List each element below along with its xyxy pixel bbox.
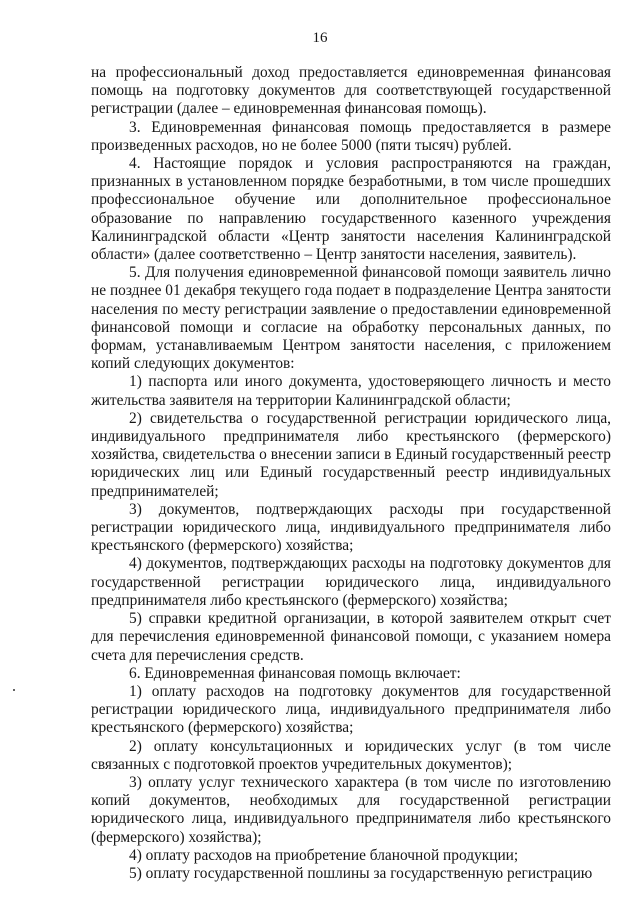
list-item-consulting: 2) оплату консультационных и юридических услуг (в том числе связанных с подготовкой проектов учредительных документов); xyxy=(91,737,611,773)
page-number: 16 xyxy=(312,30,328,46)
paragraph-6-includes: 6. Единовременная финансовая помощь включает: xyxy=(129,664,461,682)
list-item-forms: 4) оплату расходов на приобретение бланочной продукции; xyxy=(129,846,519,864)
list-item-registration-certificate: 2) свидетельства о государственной регистрации юридического лица, индивидуального предпринимателя либо крестьянского (фермерского) хозяйства, свидетельства о внесении записи в Единый государственный реестр юридических лиц или Единый государственный реестр индивидуальных предпринимателей; xyxy=(91,409,611,500)
paragraph-5-application: 5. Для получения единовременной финансовой помощи заявитель лично не позднее 01 декабря текущего года подает в подразделение Центра занятости населения по месту регистрации заявление о предоставлении единовременной финансовой помощи и согласие на обработку персональных данных, по формам, устанавливаемым Центром занятости населения, с приложением копий следующих документов: xyxy=(91,264,611,373)
document-body xyxy=(91,64,611,883)
paragraph-continuation: на профессиональный доход предоставляется единовременная финансовая помощь на подготовку документов для соответствующей государственной регистрации (далее – единовременная финансовая помощь). xyxy=(91,64,611,118)
list-item-state-fee: 5) оплату государственной пошлины за государственную регистрацию xyxy=(129,864,593,882)
list-item-preparation-costs: 1) оплату расходов на подготовку документов для государственной регистрации юридического лица, индивидуального предпринимателя либо крестьянского (фермерского) хозяйства; xyxy=(91,682,611,737)
paragraph-4-scope: 4. Настоящие порядок и условия распространяются на граждан, признанных в установленном порядке безработными, в том числе прошедших профессиональное обучение или дополнительное профессиональное образование по направлению государственного казенного учреждения Калининградской области «Центр занятости населения Калининградской области» (далее соответственно – Центр занятости населения, заявитель). xyxy=(91,155,611,264)
list-item-bank-certificate: 5) справки кредитной организации, в которой заявителем открыт счет для перечисления единовременной финансовой помощи, с указанием номера счета для перечисления средств. xyxy=(91,610,611,664)
list-item-registration-expenses: 3) документов, подтверждающих расходы при государственной регистрации юридического лица, индивидуального предпринимателя либо крестьянского (фермерского) хозяйства; xyxy=(91,500,611,555)
scan-speck xyxy=(13,689,15,691)
list-item-technical-services: 3) оплату услуг технического характера (в том числе по изготовлению копий документов, необходимых для государственной регистрации юридического лица, индивидуального предпринимателя либо крестьянского (фермерского) хозяйства); xyxy=(91,773,611,846)
list-item-passport: 1) паспорта или иного документа, удостоверяющего личность и место жительства заявителя на территории Калининградской области; xyxy=(91,373,611,409)
paragraph-3-amount: 3. Единовременная финансовая помощь предоставляется в размере произведенных расходов, но не более 5000 (пяти тысяч) рублей. xyxy=(91,118,611,154)
list-item-preparation-expenses: 4) документов, подтверждающих расходы на подготовку документов для государственной регистрации юридического лица, индивидуального предпринимателя либо крестьянского (фермерского) хозяйства; xyxy=(91,555,611,609)
